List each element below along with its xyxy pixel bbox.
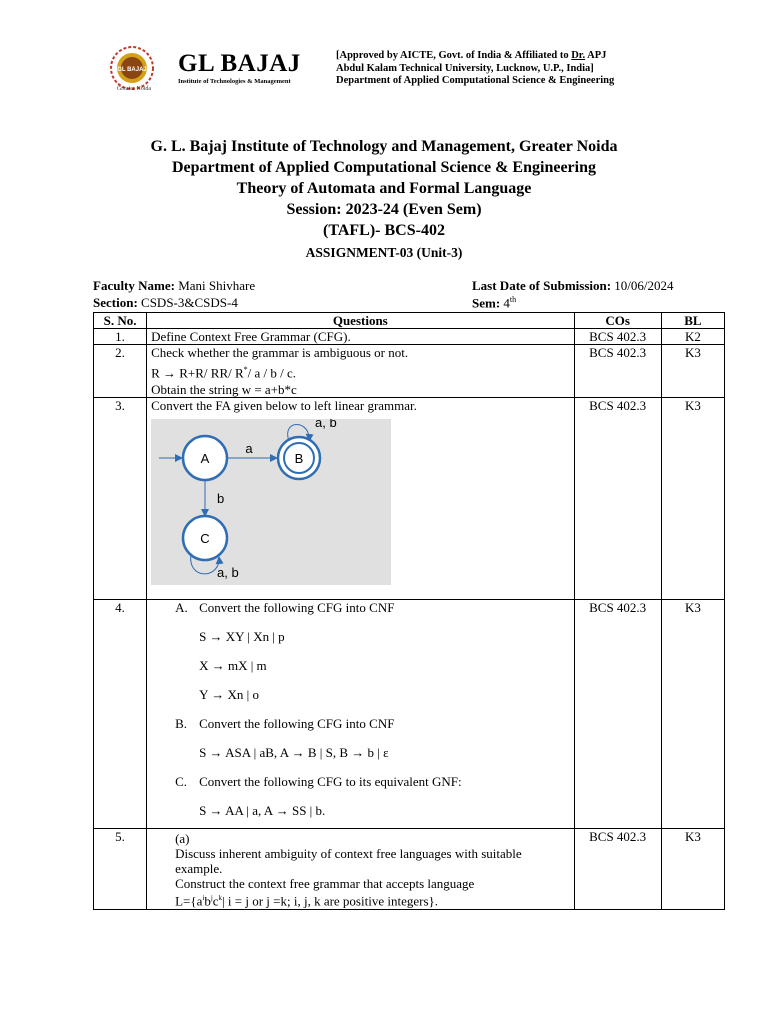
question-line: Convert the FA given below to left linear grammar.	[151, 398, 417, 414]
state-b-label: B	[294, 451, 304, 467]
row-bl: K2	[661, 329, 724, 345]
approval-block	[336, 50, 614, 88]
approval-line-1: [Approved by AICTE, Govt. of India & Affiliated to Dr. APJ	[336, 50, 607, 61]
row-sno: 5.	[94, 829, 147, 909]
row-co: BCS 402.3	[574, 345, 661, 398]
row-bl: K3	[661, 600, 724, 829]
header-questions: Questions	[147, 313, 574, 329]
row-sno: 3.	[94, 398, 147, 600]
logo-caption: Greater Noida	[116, 86, 152, 92]
approval-line-2: Abdul Kalam Technical University, Lucknow, U.P., India]	[336, 62, 594, 74]
table-row	[94, 600, 725, 829]
course-title: Theory of Automata and Formal Language	[236, 180, 532, 197]
row-question: Define Context Free Grammar (CFG).	[147, 329, 574, 345]
question-line: Construct the context free grammar that accepts language	[175, 876, 475, 892]
header-cos: COs	[574, 313, 661, 329]
submission-date: Last Date of Submission: 10/06/2024	[472, 278, 674, 293]
brand-subtitle: Institute of Technologies & Management	[178, 78, 291, 85]
assignment-title: ASSIGNMENT-03 (Unit-3)	[305, 245, 463, 260]
row-bl: K3	[661, 829, 724, 909]
row-question	[147, 398, 574, 600]
subquestion-a: A. Convert the following CFG into CNF S → XY | Xn | p X → mX | m Y → Xn | o	[175, 600, 569, 702]
brand-name: GL BAJAJ	[178, 50, 301, 77]
table-row	[94, 829, 725, 909]
finite-automaton-diagram	[151, 419, 391, 585]
header-sno: S. No.	[94, 313, 147, 329]
session-title: Session: 2023-24 (Even Sem)	[286, 201, 482, 218]
question-line: Check whether the grammar is ambiguous or not.	[151, 345, 409, 360]
header-bl: BL	[661, 313, 724, 329]
production: Y → Xn | o	[199, 687, 259, 703]
department-title: Department of Applied Computational Science & Engineering	[172, 159, 596, 176]
production: S → AA | a, A → SS | b.	[199, 803, 326, 819]
production: S → ASA | aB, A → B | S, B → b | ε	[199, 745, 389, 761]
course-code-title: (TAFL)- BCS-402	[323, 222, 445, 239]
table-row	[94, 398, 725, 600]
language-definition: $L=\{a^ib^jc^k|$ i = j or j =k; i, j, k are positive integers}.	[175, 893, 438, 909]
subquestion-c: C. Convert the following CFG to its equivalent GNF: S → AA | a, A → SS | b.	[175, 774, 569, 828]
section: Section: CSDS-3&CSDS-4	[93, 295, 238, 310]
row-question	[147, 829, 574, 909]
row-co: BCS 402.3	[574, 398, 661, 600]
grammar-line: R → R+R/ RR/ R*/ a / b / c.	[151, 365, 297, 381]
production: X → mX | m	[199, 658, 267, 674]
question-5-content: (a) Discuss inherent ambiguity of context free languages with suitable example. Construct the context free grammar that accepts language $L=\{a^ib^jc^k|$ i = j or j =k; i, j, k are positive integers}.	[175, 831, 569, 908]
subquestion-b: B. Convert the following CFG into CNF S → ASA | aB, A → B | S, B → b | ε	[175, 716, 569, 760]
table-row	[94, 329, 725, 345]
questions-table	[93, 312, 725, 910]
loop-b-label: a, b	[315, 419, 337, 431]
document-titles	[0, 136, 768, 263]
row-co: BCS 402.3	[574, 329, 661, 345]
row-sno: 1.	[94, 329, 147, 345]
edge-ac-label: b	[217, 491, 225, 507]
table-header-row	[94, 313, 725, 329]
faculty-name: Faculty Name: Mani Shivhare	[93, 278, 256, 293]
question-line: Discuss inherent ambiguity of context free languages with suitable example.	[175, 846, 522, 877]
state-c-label: C	[200, 531, 210, 547]
row-sno: 2.	[94, 345, 147, 398]
row-question	[147, 600, 574, 829]
approval-line-3: Department of Applied Computational Science & Engineering	[336, 75, 615, 86]
fa-svg	[151, 419, 391, 585]
production: S → XY | Xn | p	[199, 629, 285, 645]
row-bl: K3	[661, 345, 724, 398]
edge-ab-label: a	[245, 441, 253, 457]
row-bl: K3	[661, 398, 724, 600]
row-co: BCS 402.3	[574, 600, 661, 829]
svg-text:GL BAJAJ: GL BAJAJ	[117, 67, 147, 73]
row-sno: 4.	[94, 600, 147, 829]
semester: Sem: 4th	[472, 295, 517, 311]
row-co: BCS 402.3	[574, 829, 661, 909]
institute-title: G. L. Bajaj Institute of Technology and Management, Greater Noida	[150, 138, 618, 155]
table-row	[94, 345, 725, 398]
loop-c-label: a, b	[217, 565, 239, 581]
row-question	[147, 345, 574, 398]
state-a-label: A	[200, 451, 210, 467]
question-line: Obtain the string w = a+b*c	[151, 382, 297, 398]
